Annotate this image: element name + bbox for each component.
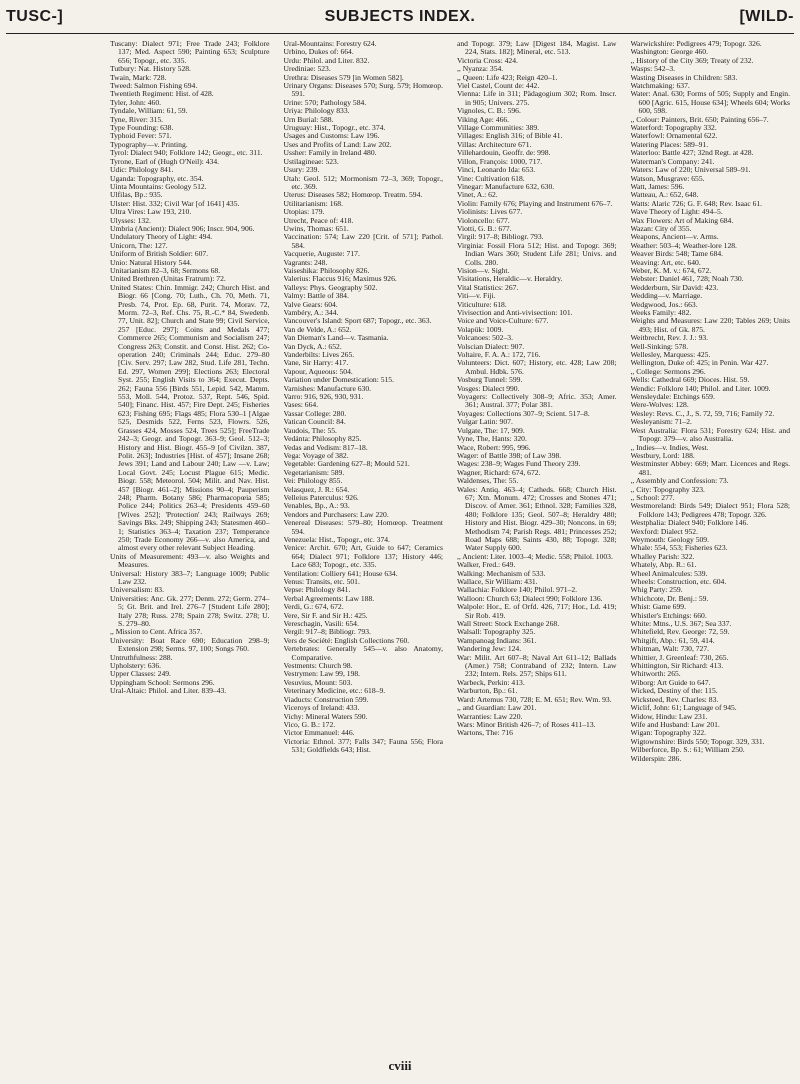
index-entry: Weeks Family: 482. — [630, 308, 692, 317]
index-entry: Villas: Architecture 671. — [457, 139, 532, 149]
index-entry: Village Communities: 389. — [457, 123, 540, 133]
index-entry: Vosburg Tunnel: 599. — [457, 375, 523, 385]
index-entry: Wages: 238–9; Wages Fund Theory 239. — [457, 459, 581, 469]
index-entry: Ussher: Family in Ireland 480. — [283, 148, 377, 158]
index-entry: Wager: of Battle 398; of Law 398. — [457, 450, 562, 460]
index-entry: Wampanoag Indians: 361. — [457, 635, 537, 645]
index-entry: ,, Ancient: Liter. 1003–4; Medic. 558; Philol. 1003. — [457, 551, 613, 561]
index-entry: Wigan: Topography 322. — [630, 728, 707, 738]
index-entry: Velasquez, J. R.: 654. — [283, 484, 350, 494]
index-entry: Walsall: Topography 325. — [457, 627, 536, 637]
index-entry: Villehardouin, Geoffr. de: 998. — [457, 148, 551, 158]
index-entry: Violoncello: 677. — [457, 215, 510, 225]
index-entry: Water: Anal. 630; Forms of 505; Supply and Engin. 600 [Agric. 615, House 634]; Wheels 604; Works 600, 598. — [630, 89, 790, 116]
index-entry: Vivisection and Anti-vivisection: 101. — [457, 308, 573, 317]
index-entry: Vega: Voyage of 382. — [283, 450, 349, 460]
index-entry: Vassar College: 280. — [283, 408, 347, 418]
index-entry: Weber, K. M. v.: 674, 672. — [630, 265, 712, 275]
index-entry: Voice and Voice-Culture: 677. — [457, 316, 549, 326]
index-entry: Vesuvius, Mount: 503. — [283, 677, 353, 687]
index-entry: Weitbrecht, Rev. J. J.: 93. — [630, 333, 709, 343]
index-entry: Walpole: Hor., E. of Orfd. 426, 717; Hor., Ld. 419; Sir Rob. 419. — [457, 602, 617, 620]
index-entry: Wandering Jew: 124. — [457, 644, 522, 654]
index-entry: Weaver Birds: 548; Tame 684. — [630, 249, 724, 259]
index-entry: Watchmaking: 637. — [630, 81, 690, 91]
index-entry: Viticulture: 618. — [457, 299, 507, 309]
index-entry: ,, Indies—v. Indies, West. — [630, 442, 709, 452]
index-entry: Wedgwood, Jos.: 663. — [630, 299, 698, 309]
index-entry: Twentieth Regiment: Hist. of 428. — [110, 89, 214, 99]
index-entry: Uinta Mountains: Geology 512. — [110, 181, 207, 191]
index-entry: Watteau, A.: 652, 648. — [630, 190, 699, 200]
index-entry: ,, and Guardian: Law 201. — [457, 703, 537, 713]
index-entry: Vers de Société: English Collections 760. — [283, 635, 410, 645]
index-entry: Uppingham School: Sermons 296. — [110, 677, 215, 687]
index-entry: West Australia: Flora 531; Forestry 624; Hist. and Topogr. 379—v. also Australia. — [630, 425, 790, 444]
index-entry: Vital Statistics: 267. — [457, 282, 519, 292]
index-entry: Watson, Musgrave: 655. — [630, 173, 705, 183]
index-entry: Venezuela: Hist., Topogr., etc. 374. — [283, 534, 390, 544]
index-entry: Venice: Archit. 670; Art, Guide to 647; Ceramics 664; Dialect 971; Folklore 137; History 446; Lace 683; Topogr., etc. 335. — [283, 543, 443, 570]
index-entry: Vegetable: Gardening 627–8; Mould 521. — [283, 459, 410, 469]
index-entry: Virgil: 917–8; Bibliogr. 793. — [457, 232, 544, 242]
index-entry: Valleys: Phys. Geography 502. — [283, 282, 378, 292]
index-entry: Vedánta: Philosophy 825. — [283, 434, 362, 444]
index-entry: Upholstery: 636. — [110, 661, 162, 671]
index-entry: Unitarianism 82–3, 68; Sermons 68. — [110, 265, 221, 275]
index-entry: Wensleydale: Etchings 659. — [630, 392, 715, 402]
index-entry: Ward: Artemus 730, 728; E. M. 651; Rev. Wm. 93. — [457, 694, 612, 704]
index-entry: Vyne, The, Hants: 320. — [457, 434, 527, 444]
index-entry: Watering Places: 589–91. — [630, 139, 709, 149]
index-entry: Ulster: Hist. 332; Civil War [of 1641] 435. — [110, 198, 240, 208]
index-entry: Urethra: Diseases 579 [in Women 582]. — [283, 72, 404, 82]
index-entry: Tyrol: Dialect 940; Folklore 142; Geogr., etc. 311. — [110, 148, 263, 158]
index-entry: Wheels: Construction, etc. 604. — [630, 577, 727, 586]
index-entry: Vere, Sir F. and Sir H.: 425. — [283, 610, 368, 620]
index-entry: Utah: Geol. 512; Mormonism 72–3, 369; Topogr., etc. 369. — [283, 173, 443, 191]
index-entry: Volunteers: Dict. 607; History, etc. 428; Law 208; Ambul. Hdbk. 576. — [457, 358, 617, 376]
index-entry: War: Milit. Art 607–8; Naval Art 611–12; Ballads (Amer.) 758; Contraband of 232; Intern. Law 232; Intern. Rels. 257; Ships 611. — [457, 652, 617, 679]
index-entry: Vosges: Dialect 990. — [457, 383, 520, 393]
index-entry: Urine: 570; Pathology 584. — [283, 97, 367, 107]
index-entry: Vinci, Leonardo Ida: 653. — [457, 165, 536, 175]
index-entry: University: Boat Race 690; Education 298–9; Extension 298; Serms. 97, 100; Songs 760. — [110, 635, 270, 654]
index-entry: Westbury, Lord: 188. — [630, 450, 695, 460]
index-entry: Wartons, The: 716 — [457, 728, 513, 738]
index-entry: Wilberforce, Bp. S.: 61; William 250. — [630, 745, 745, 755]
index-entry: Vatican Council: 84. — [283, 417, 346, 427]
index-entry: Wall Street: Stock Exchange 268. — [457, 619, 560, 629]
index-entry: Waters: Law of 220; Universal 589–91. — [630, 165, 751, 175]
index-entry: Webster: Daniel 461, 728; Noah 730. — [630, 274, 744, 284]
index-entry: Tyler, John: 460. — [110, 97, 162, 107]
index-entry: Vedas and Vedism: 817–18. — [283, 442, 368, 452]
index-entry: Wheel Animalcules: 539. — [630, 568, 708, 578]
index-entry: Van Dieman's Land—v. Tasmania. — [283, 333, 389, 343]
index-entry: Vapour, Aqueous: 504. — [283, 366, 353, 376]
index-entry: Uniform of British Soldier: 607. — [110, 249, 209, 259]
page-number: cviii — [388, 1058, 412, 1073]
index-entry: Tyrone, Earl of (Hugh O'Neil): 434. — [110, 156, 220, 166]
index-entry: United Brethren (Unitas Fratrum): 72. — [110, 274, 226, 284]
index-entry: Wasting Diseases in Children: 583. — [630, 72, 738, 82]
index-entry: Vulgar Latin: 907. — [457, 417, 513, 427]
index-entry: Ultra Vires: Law 193, 210. — [110, 207, 192, 217]
index-entry: Virginia: Fossil Flora 512; Hist. and Topogr. 369; Indian Wars 360; Student Life 281; Univs. and Colls. 280. — [457, 240, 617, 267]
index-entry: Vagrants: 248. — [283, 257, 328, 267]
index-entry: Variation under Domestication: 515. — [283, 375, 395, 385]
index-entry: Wasps: 542–3. — [630, 64, 676, 74]
index-entry: Wallace, Sir William: 431. — [457, 577, 538, 586]
index-entry: Villon, François: 1000, 717. — [457, 156, 543, 166]
index-entry: Umbria (Ancient): Dialect 906; Inscr. 904, 906. — [110, 223, 255, 233]
index-entry: ,, School: 277. — [630, 492, 675, 502]
index-entry: Vancouver's Island: Sport 687; Topogr., etc. 363. — [283, 316, 432, 326]
index-entry: Van Dyck, A.: 652. — [283, 341, 342, 351]
index-entry: Watt, James: 596. — [630, 181, 685, 191]
index-entry: Vaudois, The: 55. — [283, 425, 337, 435]
header-rule — [6, 33, 794, 34]
index-entry: Whittier, J. Greenleaf: 730, 265. — [630, 652, 729, 662]
index-entry: ,, Mission to Cent. Africa 357. — [110, 627, 203, 637]
index-entry: Wazan: City of 355. — [630, 223, 692, 233]
index-entry: Whalley Parish: 322. — [630, 551, 695, 561]
index-entry: Valmy: Battle of 384. — [283, 291, 349, 301]
index-entry: Veterinary Medicine, etc.: 618–9. — [283, 686, 386, 696]
index-entry: Weymouth: Geology 509. — [630, 534, 709, 544]
index-entry: Uses and Profits of Land: Law 202. — [283, 139, 392, 149]
index-entry: Tweed: Salmon Fishing 694. — [110, 81, 198, 91]
index-entry: Uganda: Topography, etc. 354. — [110, 173, 204, 183]
index-entry: Viti—v. Fiji. — [457, 291, 496, 301]
index-entry: Volscian Dialect: 907. — [457, 341, 525, 351]
index-entry: Volapük: 1009. — [457, 324, 504, 334]
index-entry: Van de Velde, A.: 652. — [283, 324, 352, 334]
index-entry: Wigtownshire: Birds 550; Topogr. 329, 331. — [630, 736, 765, 746]
index-entry: Widow, Hindu: Law 231. — [630, 711, 708, 721]
index-entry: Wave Theory of Light: 494–5. — [630, 207, 723, 217]
index-entry: Units of Measurement: 493—v. also Weights and Measures. — [110, 551, 270, 570]
index-entry: Vanderbilts: Lives 265. — [283, 350, 355, 360]
index-entry: Wexford: Dialect 952. — [630, 526, 698, 536]
index-entry: Weaving: Art, etc. 640. — [630, 257, 701, 267]
index-entry: Whitworth: 265. — [630, 669, 681, 679]
index-entry: Tyndale, William: 61, 59. — [110, 106, 188, 116]
index-entry: Voltaire, F. A. A.: 172, 716. — [457, 350, 541, 360]
index-entry: Twain, Mark: 728. — [110, 72, 167, 82]
index-entry: Whitefield, Rev. George: 72, 59. — [630, 627, 730, 637]
header-right-range: [WILD- — [739, 8, 794, 25]
index-entry: Waldenses, The: 55. — [457, 476, 519, 486]
index-entry: Vestrymen: Law 99, 198. — [283, 669, 361, 679]
index-entry: Vases: 664. — [283, 400, 319, 410]
index-entry: Utilitarianism: 168. — [283, 198, 343, 208]
index-entry: Tuscany: Dialect 971; Free Trade 243; Folklore 137; Med. Aspect 590; Painting 653; Sculpture 656; Topogr., etc. 335. — [110, 40, 270, 65]
index-entry: Westmoreland: Birds 549; Dialect 951; Flora 528; Folklore 143; Pedigrees 478; Topogr. 326. — [630, 501, 790, 519]
index-entry: Were-Wolves: 128. — [630, 400, 689, 410]
index-entry: Vepse: Philology 841. — [283, 585, 351, 595]
index-entry: Vignoles, C. B.: 596. — [457, 106, 521, 116]
index-entry: Universities: Anc. Gk. 277; Denm. 272; Germ. 274–5; Gt. Brit. and Irel. 276–7 [Student Life 280]; Italy 278; Russ. 278; Spain 278; Switz. 278; U. S. 279–80. — [110, 593, 270, 629]
header-title: SUBJECTS INDEX. — [324, 8, 476, 25]
index-entry: Viceroys of Ireland: 433. — [283, 703, 360, 713]
index-entry: Waterloo: Battle 427; 32nd Regt. at 428. — [630, 148, 754, 158]
index-entry: Voyages: Collections 307–9; Scient. 517–8. — [457, 408, 590, 418]
index-entry: Viaducts: Construction 599. — [283, 694, 369, 704]
index-entry: Ulfilas, Bp.: 935. — [110, 190, 163, 200]
index-entry: Tutbury: Nat. History 528. — [110, 64, 191, 74]
header-left-range: TUSC-] — [6, 8, 64, 25]
index-entry: Wells: Cathedral 669; Dioces. Hist. 59. — [630, 375, 750, 385]
index-entry: Usages and Customs: Law 196. — [283, 131, 380, 141]
index-entry: Waterfowl: Ornamental 622. — [630, 131, 718, 141]
index-entry: Unio: Natural History 544. — [110, 257, 192, 267]
index-entry: Utrecht, Peace of: 418. — [283, 215, 354, 225]
index-entry: Undulatory Theory of Light: 494. — [110, 232, 213, 242]
index-entry: Villages: English 316; of Bible 41. — [457, 131, 563, 141]
index-entry: Uterus: Diseases 582; Homœop. Treatm. 594. — [283, 190, 423, 200]
index-entry: Vine: Cultivation 618. — [457, 173, 525, 183]
index-entry: Vergil: 917–8; Bibliogr. 793. — [283, 627, 371, 637]
index-entry: Ventilation: Colliery 641; House 634. — [283, 568, 398, 578]
index-entry: Vambéry, A.: 344. — [283, 308, 339, 317]
index-entry: Wiborg: Art Guide to 647. — [630, 677, 711, 687]
index-entry: Volcanoes: 502–3. — [457, 333, 513, 343]
index-entry: Urediniae: 523. — [283, 64, 331, 74]
index-entry: Vaccination: 574; Law 220 [Crit. of 571]; Pathol. 584. — [283, 232, 443, 250]
index-entry: Violinists: Lives 677. — [457, 207, 523, 217]
index-entry: ,, City: Topography 323. — [630, 484, 705, 494]
index-entry: ,, Queen: Life 423; Reign 420–1. — [457, 72, 558, 82]
index-entry: White: Mtns., U.S. 367; Sea 337. — [630, 619, 732, 629]
index-entry: Visitations, Heraldic—v. Heraldry. — [457, 274, 563, 284]
index-entry: Whig Party: 259. — [630, 585, 683, 595]
index-entry: Valerius: Flaccus 916; Maximus 926. — [283, 274, 397, 284]
index-entry: Uriya: Philology 833. — [283, 106, 350, 116]
index-entry: ,, Nyanza: 354. — [457, 64, 504, 74]
index-entry: Westminster Abbey: 669; Marr. Licences and Regs. 481. — [630, 459, 790, 477]
index-entry: Whitgift, Abp.: 61, 59, 414. — [630, 635, 715, 645]
index-entry: Varro: 916, 926, 930, 931. — [283, 392, 364, 402]
index-entry: Unicorn, The: 127. — [110, 240, 168, 250]
index-entry: Walking: Mechanism of 533. — [457, 568, 546, 578]
index-entry: Victoria: Ethnol. 377; Falls 347; Fauna 556; Flora 531; Goldfields 643; Hist. — [283, 736, 443, 755]
index-entry: Vane, Sir Harry: 417. — [283, 358, 349, 368]
index-entry: Vegetarianism: 589. — [283, 467, 345, 477]
index-entry: Vinet, A.: 62. — [457, 190, 498, 200]
index-entry: Walloon: Church 63; Dialect 990; Folklore 136. — [457, 593, 603, 603]
index-entry: Vestments: Church 98. — [283, 661, 353, 671]
index-entry: Wax Flowers: Art of Making 684. — [630, 215, 734, 225]
index-entry: Whale: 554, 553; Fisheries 623. — [630, 543, 728, 553]
index-entry: Untruthfulness: 288. — [110, 652, 173, 662]
index-entry: Urdu: Philol. and Liter. 832. — [283, 55, 370, 65]
index-entry: Venereal Diseases: 579–80; Homœop. Treatment 594. — [283, 518, 443, 536]
index-entry: Velleius Paterculus: 926. — [283, 492, 359, 502]
index-entry: Wedding—v. Marriage. — [630, 291, 703, 301]
index-entry: Well-Sinking: 578. — [630, 341, 689, 351]
index-entry: Vacquerie, Auguste: 717. — [283, 249, 360, 259]
index-entry: Venus: Transits, etc. 501. — [283, 577, 360, 586]
index-entry: United States: Chin. Immigr. 242; Church Hist. and Biogr. 66 [Cong. 70; Luth., Ch. 70, Meth. 71, Presb. 74, Prot. Ep. 68, Purit. 74, Morav. 72, Morm. 72–3, Ref. Chs. 75, R.-C.* 84, Swedenb. 77, Unit. 82]; Church and State 99; Civil Service, 257 [Educ. 297]; Coins and Medals 477; Commerce 265; Communism and Socialism 247; Congress 263; Constit. and Const. Hist. 262; Co-operation 240; Criminals 244; Educ. 279–80 [Civ. Serv. 297; Law 282, Stud. Life 281, Techn. Ed. 297, Women 299]; Elections 263; Electoral Syst. 255; English Visits to 364; Execut. Depts. 262; Fauna 556 [Birds 551, Lepid. 542, Mamm. 553, Moll. 544, Protoz. 537, Rept. 546, Spid. 540]; Financ. Hist. 457; Fire Dept. 245; Fisheries 623; Fishing 695; Flags 485; Flora 530–1 [Algae 525, Desmids 522, Ferns 523, Flowrs. 526, Grasses 424, Mosses 524, Trees 525]; FreeTrade 242–3; Geogr. and Topogr. 363–9; Geol. 512–3; History and Hist. Biogr. 455–9 [of Civilzn. 387, Polit. 263]; Industries [Hist. of 457]; Insane 268; Jews 391; Land and Labour 240; Law —v. Law; Local Govt. 245; Locust Plague 615; Medic. Biogr. 558; Meteorol. 504; Milit. and Nav. Hist. 457 [Biogr. 461–2]; Missions 90–4; Pauperism 248; Pharm. Botany 586; Pharmacopœia 585; Police 244; Politics 263–4; Presidents 459–60 [Wives 252]; 'Protection' 243; Railways 269; Savings Bks. 249; Shipping 243; Statesmen 460–1; Statistics 363–4; Taxation 237; Temperance 250; Trade Economy 266—v. also America, and almost every other relevant Subject Heading. — [110, 282, 270, 553]
index-entry: Victor Emmanuel: 446. — [283, 728, 355, 738]
index-entry: Valve Gears: 604. — [283, 299, 338, 309]
index-entry: Uruguay: Hist., Topogr., etc. 374. — [283, 123, 386, 133]
index-entry: Wendic: Folklore 140; Philol. and Liter. 1009. — [630, 383, 771, 393]
index-entry: Wilderspin: 286. — [630, 753, 682, 763]
index-entry: Vereschagin, Vasili: 654. — [283, 619, 359, 629]
index-entry: Wife and Husband: Law 201. — [630, 719, 720, 729]
index-entry: Urn Burial: 588. — [283, 114, 334, 124]
index-columns — [110, 40, 790, 1054]
index-entry: Wellington, Duke of: 425; in Penin. War 427. — [630, 358, 769, 368]
index-column-3 — [457, 40, 617, 1054]
index-entry: Ustilagineae: 523. — [283, 156, 339, 166]
index-entry: Whistler's Etchings: 660. — [630, 610, 707, 620]
index-column-4 — [631, 40, 791, 1054]
index-entry: Voyagers: Collectively 308–9; Afric. 353; Amer. 361; Austral. 377; Polar 381. — [457, 392, 617, 410]
index-entry: Wace, Robert: 995, 996. — [457, 442, 531, 452]
index-entry: Wagner, Richard: 674, 672. — [457, 467, 541, 477]
index-entry: Typhoid Fever: 571. — [110, 131, 172, 141]
index-entry: Verbal Agreements: Law 188. — [283, 593, 375, 603]
index-entry: Vico, G. B.: 172. — [283, 719, 336, 729]
index-entry: Watts: Alaric 726; G. F. 648; Rev. Isaac 61. — [630, 198, 763, 208]
index-entry: Vienna: Life in 311; Pädagogium 302; Rom. Inscr. in 905; Univers. 275. — [457, 89, 617, 107]
index-entry: Warbeck, Perkin: 413. — [457, 677, 525, 687]
index-entry: Verdi, G.: 674, 672. — [283, 602, 344, 612]
index-entry: Wales: Antiq. 463–4; Catheds. 668; Church Hist. 67; Xtn. Monum. 472; Crosses and Stones 471; Discov. of Amer. 361; Ethnol. 328; Families 328, 480; Folklore 135; Geol. 507–8; Heraldry 480; History and Hist. Biogr. 429–30; Noncons. in 69; Methodism 74; Parish Regs. 481; Princesses 252; Road Maps 688; Saints 430, 88; Topogr. 328; Water Supply 600. — [457, 484, 617, 553]
index-entry: Vei: Philology 855. — [283, 476, 343, 486]
index-entry: Uwins, Thomas: 651. — [283, 223, 349, 233]
index-entry: Venables, Bp., A.: 93. — [283, 501, 350, 511]
index-entry: Wallachia: Folklore 140; Philol. 971–2. — [457, 585, 578, 595]
index-entry: Whist: Game 699. — [630, 602, 686, 612]
index-entry: Vichy: Mineral Waters 590. — [283, 711, 368, 721]
index-entry: Ural-Mountains: Forestry 624. — [283, 40, 377, 48]
index-entry: Viotti, G. B.: 677. — [457, 223, 512, 233]
index-entry: Varnishes: Manufacture 630. — [283, 383, 372, 393]
index-column-2 — [284, 40, 444, 1054]
index-entry: ,, College: Sermons 296. — [630, 366, 706, 376]
index-entry: Whitman, Walt: 730, 727. — [630, 644, 710, 654]
index-entry: Wiclif, John: 61; Language of 945. — [630, 703, 737, 713]
index-entry: Victoria Cross: 424. — [457, 55, 518, 65]
index-entry: Warranties: Law 220. — [457, 711, 523, 721]
index-entry: Tyne, River: 315. — [110, 114, 164, 124]
index-entry: Vertebrates: Generally 545—v. also Anatomy, Comparative. — [283, 644, 443, 662]
index-entry: Vision—v. Sight. — [457, 265, 510, 275]
index-entry: Ulysses: 132. — [110, 215, 151, 225]
index-entry: Universal: History 383–7; Language 1009; Public Law 232. — [110, 568, 270, 586]
index-entry: ,, Colour: Painters, Brit. 650; Painting 656–7. — [630, 114, 769, 124]
index-entry: Wesley: Revs. C., J., S. 72, 59, 716; Family 72. — [630, 408, 775, 418]
index-entry: Type Founding: 638. — [110, 123, 174, 133]
index-entry: Vinegar: Manufacture 632, 630. — [457, 181, 555, 191]
index-entry: Urbino, Dukes of: 664. — [283, 47, 354, 57]
index-entry: Wicksteed, Rev. Charles: 83. — [630, 694, 719, 704]
index-entry: Weapons, Ancient—v. Arms. — [630, 232, 719, 242]
index-entry: and Topogr. 379; Law [Digest 184, Magist. Law 224, Stats. 182]; Mineral, etc. 513. — [457, 40, 617, 57]
index-entry: Whittington, Sir Richard: 413. — [630, 661, 724, 671]
index-entry: Wedderburn, Sir David: 423. — [630, 282, 719, 292]
index-entry: Utopias: 179. — [283, 207, 325, 217]
page-header — [6, 6, 794, 32]
index-entry: Ural-Altaic: Philol. and Liter. 839–43. — [110, 686, 227, 696]
index-entry: Wellesley, Marquess: 425. — [630, 350, 711, 360]
index-entry: Vaiseshika: Philosophy 826. — [283, 265, 370, 275]
index-entry: Typography—v. Printing. — [110, 139, 188, 149]
index-entry: Westphalia: Dialect 940; Folklore 146. — [630, 518, 749, 528]
index-entry: Warburton, Bp.: 61. — [457, 686, 518, 696]
index-entry: Whichcote, Dr. Benj.: 59. — [630, 593, 709, 603]
index-entry: Wesleyanism: 71–2. — [630, 417, 692, 427]
index-entry: Waterford: Topography 332. — [630, 123, 717, 133]
index-entry: Udic: Philology 841. — [110, 165, 174, 175]
index-entry: Viking Age: 466. — [457, 114, 510, 124]
index-entry: Viel Castel, Count de: 442. — [457, 81, 540, 91]
index-entry: Warwickshire: Pedigrees 479; Topogr. 326. — [630, 40, 762, 48]
index-entry: Usury: 239. — [283, 165, 320, 175]
index-entry: Wars: Minor British 426–7; of Roses 411–13. — [457, 719, 596, 729]
index-entry: Washington: George 460. — [630, 47, 708, 57]
index-entry: Whately, Abp. R.: 61. — [630, 560, 697, 570]
index-entry: ,, Assembly and Confession: 73. — [630, 476, 729, 486]
index-entry: Universalism: 83. — [110, 585, 164, 595]
index-column-1 — [110, 40, 270, 1054]
index-entry: Upper Classes: 249. — [110, 669, 171, 679]
index-entry: Walker, Fred.: 649. — [457, 560, 516, 570]
index-entry: Violin: Family 676; Playing and Instrument 676–7. — [457, 198, 613, 208]
index-entry: Weather: 503–4; Weather-lore 128. — [630, 240, 737, 250]
index-entry: Waterman's Company: 241. — [630, 156, 715, 166]
index-entry: Urinary Organs: Diseases 570; Surg. 579; Homœop. 591. — [283, 81, 443, 99]
index-entry: Weights and Measures: Law 220; Tables 269; Units 493; Hist. of Gk. 875. — [630, 316, 790, 334]
index-entry: Wicked, Destiny of the: 115. — [630, 686, 718, 696]
index-entry: Vulgate, The: 17, 909. — [457, 425, 525, 435]
index-entry: Vendors and Purchasers: Law 220. — [283, 509, 389, 519]
index-entry: ,, History of the City 369; Treaty of 232. — [630, 55, 754, 65]
